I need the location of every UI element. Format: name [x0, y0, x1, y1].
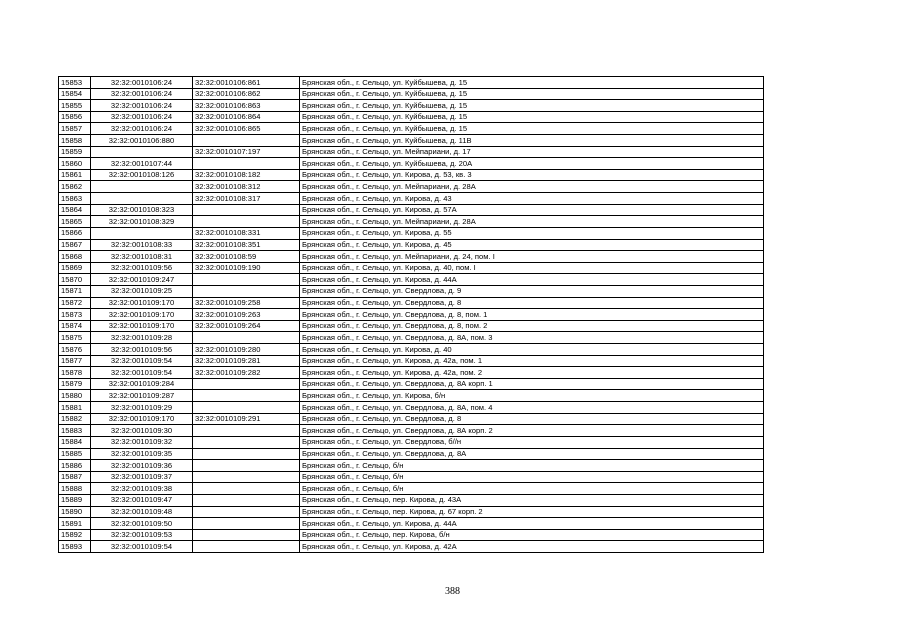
row-number-cell: 15884	[59, 436, 91, 448]
address-cell: Брянская обл., г. Сельцо, ул. Куйбышева, д. 15	[300, 77, 764, 89]
object-cadastral-number-cell	[193, 483, 300, 495]
table-row	[59, 169, 764, 181]
address-cell: Брянская обл., г. Сельцо, ул. Кирова, д. 43	[300, 193, 764, 205]
object-cadastral-number-cell: 32:32:0010109:281	[193, 355, 300, 367]
address-cell: Брянская обл., г. Сельцо, ул. Мейпариани, д. 17	[300, 146, 764, 158]
address-cell: Брянская обл., г. Сельцо, ул. Куйбышева, д. 15	[300, 100, 764, 112]
row-number-cell: 15864	[59, 204, 91, 216]
row-number-cell: 15871	[59, 285, 91, 297]
row-number-cell: 15883	[59, 425, 91, 437]
object-cadastral-number-cell: 32:32:0010106:861	[193, 77, 300, 89]
object-cadastral-number-cell	[193, 274, 300, 286]
cadastral-number-cell: 32:32:0010109:37	[91, 471, 193, 483]
table-row	[59, 425, 764, 437]
registry-table	[58, 76, 764, 553]
row-number-cell: 15863	[59, 193, 91, 205]
object-cadastral-number-cell: 32:32:0010109:258	[193, 297, 300, 309]
row-number-cell: 15866	[59, 227, 91, 239]
object-cadastral-number-cell: 32:32:0010108:59	[193, 251, 300, 263]
address-cell: Брянская обл., г. Сельцо, ул. Свердлова, д. 8А	[300, 448, 764, 460]
table-row	[59, 158, 764, 170]
address-cell: Брянская обл., г. Сельцо, ул. Куйбышева, д. 15	[300, 123, 764, 135]
row-number-cell: 15885	[59, 448, 91, 460]
object-cadastral-number-cell	[193, 285, 300, 297]
table-row	[59, 483, 764, 495]
cadastral-number-cell: 32:32:0010109:38	[91, 483, 193, 495]
table-row	[59, 506, 764, 518]
address-cell: Брянская обл., г. Сельцо, ул. Свердлова, д. 8А, пом. 4	[300, 402, 764, 414]
cadastral-number-cell: 32:32:0010109:54	[91, 355, 193, 367]
address-cell: Брянская обл., г. Сельцо, ул. Мейпариани, д. 28А	[300, 181, 764, 193]
row-number-cell: 15858	[59, 135, 91, 147]
object-cadastral-number-cell: 32:32:0010106:862	[193, 88, 300, 100]
object-cadastral-number-cell: 32:32:0010109:280	[193, 344, 300, 356]
cadastral-number-cell: 32:32:0010106:24	[91, 88, 193, 100]
row-number-cell: 15867	[59, 239, 91, 251]
row-number-cell: 15875	[59, 332, 91, 344]
cadastral-number-cell: 32:32:0010109:47	[91, 494, 193, 506]
address-cell: Брянская обл., г. Сельцо, пер. Кирова, д. 43А	[300, 494, 764, 506]
address-cell: Брянская обл., г. Сельцо, ул. Свердлова, д. 8, пом. 2	[300, 320, 764, 332]
table-row	[59, 494, 764, 506]
address-cell: Брянская обл., г. Сельцо, ул. Свердлова, д. 8, пом. 1	[300, 309, 764, 321]
cadastral-number-cell: 32:32:0010108:329	[91, 216, 193, 228]
table-row	[59, 402, 764, 414]
table-row	[59, 135, 764, 147]
address-cell: Брянская обл., г. Сельцо, б/н	[300, 471, 764, 483]
table-row	[59, 146, 764, 158]
address-cell: Брянская обл., г. Сельцо, ул. Кирова, д. 57А	[300, 204, 764, 216]
row-number-cell: 15855	[59, 100, 91, 112]
address-cell: Брянская обл., г. Сельцо, пер. Кирова, д. 67 корп. 2	[300, 506, 764, 518]
object-cadastral-number-cell	[193, 158, 300, 170]
table-row	[59, 204, 764, 216]
table-row	[59, 88, 764, 100]
cadastral-number-cell: 32:32:0010109:30	[91, 425, 193, 437]
object-cadastral-number-cell	[193, 216, 300, 228]
table-row	[59, 193, 764, 205]
table-row	[59, 320, 764, 332]
row-number-cell: 15869	[59, 262, 91, 274]
address-cell: Брянская обл., г. Сельцо, ул. Свердлова, д. 8А, пом. 3	[300, 332, 764, 344]
table-row	[59, 111, 764, 123]
object-cadastral-number-cell	[193, 448, 300, 460]
cadastral-number-cell: 32:32:0010109:35	[91, 448, 193, 460]
table-row	[59, 181, 764, 193]
row-number-cell: 15892	[59, 529, 91, 541]
table-row	[59, 100, 764, 112]
table-row	[59, 367, 764, 379]
object-cadastral-number-cell	[193, 471, 300, 483]
table-row	[59, 529, 764, 541]
table-row	[59, 123, 764, 135]
address-cell: Брянская обл., г. Сельцо, ул. Кирова, д. 55	[300, 227, 764, 239]
object-cadastral-number-cell	[193, 460, 300, 472]
cadastral-number-cell: 32:32:0010109:170	[91, 320, 193, 332]
table-row	[59, 413, 764, 425]
cadastral-number-cell: 32:32:0010109:170	[91, 413, 193, 425]
row-number-cell: 15876	[59, 344, 91, 356]
address-cell: Брянская обл., г. Сельцо, ул. Кирова, д. 42а, пом. 2	[300, 367, 764, 379]
cadastral-number-cell: 32:32:0010109:36	[91, 460, 193, 472]
row-number-cell: 15893	[59, 541, 91, 553]
table-row	[59, 378, 764, 390]
address-cell: Брянская обл., г. Сельцо, ул. Куйбышева, д. 11В	[300, 135, 764, 147]
row-number-cell: 15886	[59, 460, 91, 472]
object-cadastral-number-cell: 32:32:0010106:863	[193, 100, 300, 112]
cadastral-number-cell	[91, 181, 193, 193]
object-cadastral-number-cell	[193, 518, 300, 530]
cadastral-number-cell: 32:32:0010109:53	[91, 529, 193, 541]
cadastral-number-cell: 32:32:0010108:126	[91, 169, 193, 181]
table-row	[59, 227, 764, 239]
row-number-cell: 15879	[59, 378, 91, 390]
table-row	[59, 77, 764, 89]
row-number-cell: 15877	[59, 355, 91, 367]
table-row	[59, 216, 764, 228]
address-cell: Брянская обл., г. Сельцо, ул. Кирова, д. 45	[300, 239, 764, 251]
object-cadastral-number-cell	[193, 402, 300, 414]
row-number-cell: 15865	[59, 216, 91, 228]
object-cadastral-number-cell	[193, 541, 300, 553]
address-cell: Брянская обл., г. Сельцо, ул. Мейпариани, д. 24, пом. I	[300, 251, 764, 263]
table-row	[59, 251, 764, 263]
cadastral-number-cell: 32:32:0010107:44	[91, 158, 193, 170]
table-row	[59, 297, 764, 309]
cadastral-number-cell: 32:32:0010109:48	[91, 506, 193, 518]
object-cadastral-number-cell: 32:32:0010106:865	[193, 123, 300, 135]
row-number-cell: 15874	[59, 320, 91, 332]
cadastral-number-cell: 32:32:0010106:24	[91, 111, 193, 123]
object-cadastral-number-cell	[193, 425, 300, 437]
cadastral-number-cell: 32:32:0010109:56	[91, 344, 193, 356]
address-cell: Брянская обл., г. Сельцо, ул. Свердлова, б//н	[300, 436, 764, 448]
object-cadastral-number-cell: 32:32:0010106:864	[193, 111, 300, 123]
object-cadastral-number-cell	[193, 378, 300, 390]
address-cell: Брянская обл., г. Сельцо, б/н	[300, 460, 764, 472]
row-number-cell: 15888	[59, 483, 91, 495]
object-cadastral-number-cell: 32:32:0010108:317	[193, 193, 300, 205]
address-cell: Брянская обл., г. Сельцо, пер. Кирова, б/н	[300, 529, 764, 541]
cadastral-number-cell: 32:32:0010106:24	[91, 100, 193, 112]
row-number-cell: 15882	[59, 413, 91, 425]
object-cadastral-number-cell: 32:32:0010108:331	[193, 227, 300, 239]
cadastral-number-cell	[91, 193, 193, 205]
object-cadastral-number-cell	[193, 529, 300, 541]
object-cadastral-number-cell	[193, 204, 300, 216]
cadastral-number-cell: 32:32:0010109:247	[91, 274, 193, 286]
address-cell: Брянская обл., г. Сельцо, ул. Кирова, д. 42а, пом. 1	[300, 355, 764, 367]
page-number: 388	[445, 586, 460, 597]
row-number-cell: 15859	[59, 146, 91, 158]
address-cell: Брянская обл., г. Сельцо, ул. Кирова, д. 44А	[300, 274, 764, 286]
cadastral-number-cell: 32:32:0010109:170	[91, 297, 193, 309]
cadastral-number-cell: 32:32:0010109:56	[91, 262, 193, 274]
object-cadastral-number-cell	[193, 135, 300, 147]
cadastral-number-cell: 32:32:0010106:24	[91, 123, 193, 135]
cadastral-number-cell	[91, 146, 193, 158]
object-cadastral-number-cell: 32:32:0010108:312	[193, 181, 300, 193]
row-number-cell: 15862	[59, 181, 91, 193]
address-cell: Брянская обл., г. Сельцо, ул. Куйбышева, д. 15	[300, 88, 764, 100]
row-number-cell: 15868	[59, 251, 91, 263]
cadastral-number-cell: 32:32:0010109:54	[91, 541, 193, 553]
table-row	[59, 274, 764, 286]
row-number-cell: 15887	[59, 471, 91, 483]
table-row	[59, 460, 764, 472]
address-cell: Брянская обл., г. Сельцо, ул. Кирова, д. 53, кв. 3	[300, 169, 764, 181]
table-row	[59, 541, 764, 553]
row-number-cell: 15853	[59, 77, 91, 89]
table-row	[59, 344, 764, 356]
row-number-cell: 15889	[59, 494, 91, 506]
table-row	[59, 471, 764, 483]
row-number-cell: 15890	[59, 506, 91, 518]
cadastral-number-cell: 32:32:0010109:284	[91, 378, 193, 390]
row-number-cell: 15880	[59, 390, 91, 402]
address-cell: Брянская обл., г. Сельцо, ул. Свердлова, д. 9	[300, 285, 764, 297]
table-row	[59, 309, 764, 321]
cadastral-number-cell: 32:32:0010108:323	[91, 204, 193, 216]
row-number-cell: 15870	[59, 274, 91, 286]
cadastral-number-cell: 32:32:0010109:32	[91, 436, 193, 448]
cadastral-number-cell: 32:32:0010109:54	[91, 367, 193, 379]
address-cell: Брянская обл., г. Сельцо, ул. Свердлова, д. 8А корп. 1	[300, 378, 764, 390]
cadastral-number-cell: 32:32:0010109:29	[91, 402, 193, 414]
object-cadastral-number-cell: 32:32:0010109:282	[193, 367, 300, 379]
cadastral-number-cell: 32:32:0010109:170	[91, 309, 193, 321]
table-row	[59, 448, 764, 460]
object-cadastral-number-cell: 32:32:0010109:264	[193, 320, 300, 332]
address-cell: Брянская обл., г. Сельцо, ул. Свердлова, д. 8А корп. 2	[300, 425, 764, 437]
object-cadastral-number-cell: 32:32:0010109:263	[193, 309, 300, 321]
cadastral-number-cell: 32:32:0010109:25	[91, 285, 193, 297]
table-row	[59, 355, 764, 367]
registry-table-body	[59, 77, 764, 553]
object-cadastral-number-cell: 32:32:0010107:197	[193, 146, 300, 158]
address-cell: Брянская обл., г. Сельцо, б/н	[300, 483, 764, 495]
row-number-cell: 15873	[59, 309, 91, 321]
object-cadastral-number-cell: 32:32:0010109:190	[193, 262, 300, 274]
cadastral-number-cell: 32:32:0010109:287	[91, 390, 193, 402]
table-row	[59, 518, 764, 530]
object-cadastral-number-cell: 32:32:0010108:182	[193, 169, 300, 181]
address-cell: Брянская обл., г. Сельцо, ул. Кирова, д. 44А	[300, 518, 764, 530]
table-row	[59, 436, 764, 448]
address-cell: Брянская обл., г. Сельцо, ул. Свердлова, д. 8	[300, 413, 764, 425]
row-number-cell: 15854	[59, 88, 91, 100]
object-cadastral-number-cell	[193, 494, 300, 506]
row-number-cell: 15872	[59, 297, 91, 309]
address-cell: Брянская обл., г. Сельцо, ул. Кирова, д. 40, пом. I	[300, 262, 764, 274]
address-cell: Брянская обл., г. Сельцо, ул. Кирова, д. 40	[300, 344, 764, 356]
cadastral-number-cell: 32:32:0010109:28	[91, 332, 193, 344]
address-cell: Брянская обл., г. Сельцо, ул. Свердлова, д. 8	[300, 297, 764, 309]
object-cadastral-number-cell: 32:32:0010108:351	[193, 239, 300, 251]
table-row	[59, 239, 764, 251]
cadastral-number-cell: 32:32:0010108:31	[91, 251, 193, 263]
cadastral-number-cell: 32:32:0010106:880	[91, 135, 193, 147]
address-cell: Брянская обл., г. Сельцо, ул. Кирова, б/н	[300, 390, 764, 402]
object-cadastral-number-cell: 32:32:0010109:291	[193, 413, 300, 425]
cadastral-number-cell	[91, 227, 193, 239]
row-number-cell: 15861	[59, 169, 91, 181]
row-number-cell: 15878	[59, 367, 91, 379]
address-cell: Брянская обл., г. Сельцо, ул. Кирова, д. 42А	[300, 541, 764, 553]
table-row	[59, 390, 764, 402]
object-cadastral-number-cell	[193, 506, 300, 518]
address-cell: Брянская обл., г. Сельцо, ул. Куйбышева, д. 20А	[300, 158, 764, 170]
cadastral-number-cell: 32:32:0010109:50	[91, 518, 193, 530]
object-cadastral-number-cell	[193, 390, 300, 402]
object-cadastral-number-cell	[193, 332, 300, 344]
cadastral-number-cell: 32:32:0010108:33	[91, 239, 193, 251]
address-cell: Брянская обл., г. Сельцо, ул. Мейпариани, д. 28А	[300, 216, 764, 228]
row-number-cell: 15881	[59, 402, 91, 414]
row-number-cell: 15891	[59, 518, 91, 530]
cadastral-number-cell: 32:32:0010106:24	[91, 77, 193, 89]
row-number-cell: 15860	[59, 158, 91, 170]
address-cell: Брянская обл., г. Сельцо, ул. Куйбышева, д. 15	[300, 111, 764, 123]
table-row	[59, 262, 764, 274]
table-row	[59, 332, 764, 344]
table-row	[59, 285, 764, 297]
row-number-cell: 15856	[59, 111, 91, 123]
row-number-cell: 15857	[59, 123, 91, 135]
object-cadastral-number-cell	[193, 436, 300, 448]
